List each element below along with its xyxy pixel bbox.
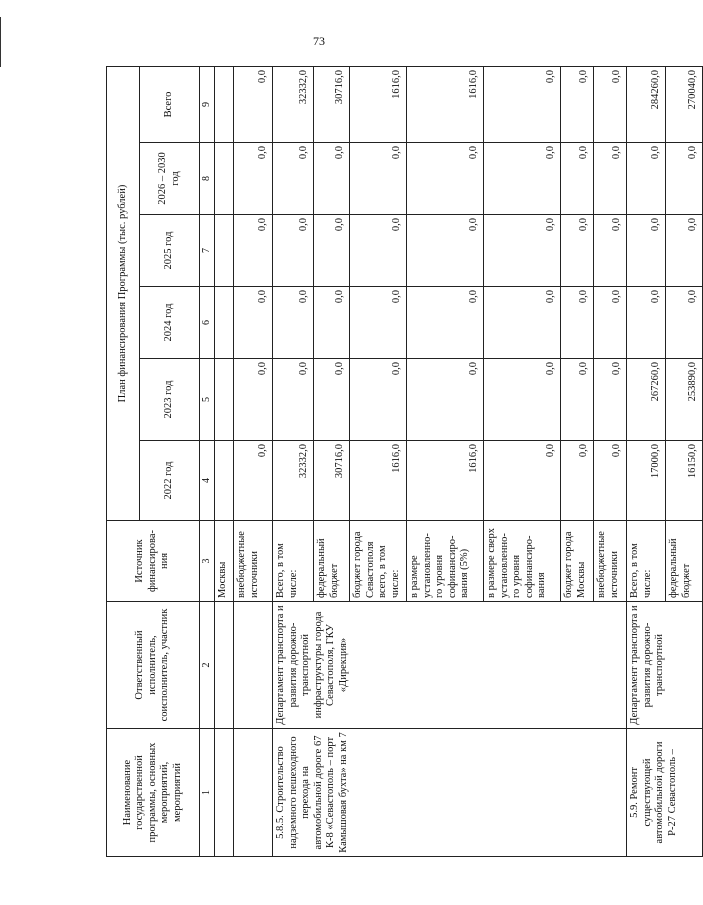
funding-source-cell: Всего, в том числе: [273, 521, 314, 602]
measure-name-cell [215, 729, 234, 857]
total-value-cell: 0,0 [484, 66, 561, 142]
year-value-cell: 0,0 [594, 287, 627, 359]
year-value-cell: 0,0 [234, 215, 273, 287]
table-row [627, 66, 666, 856]
year-value-cell: 0,0 [273, 287, 314, 359]
total-value-cell: 1616,0 [350, 66, 407, 142]
year-value-cell: 0,0 [561, 441, 594, 521]
year-value-cell: 0,0 [484, 215, 561, 287]
funding-source-cell: в размере сверх установленно-го уровня софинансиро-вания [484, 521, 561, 602]
year-value-cell: 0,0 [314, 143, 350, 215]
total-value-cell: 0,0 [561, 66, 594, 142]
year-value-cell: 0,0 [234, 359, 273, 441]
funding-source-cell: федеральный бюджет [666, 521, 703, 602]
year-value-cell [215, 143, 234, 215]
year-value-cell: 16150,0 [666, 441, 703, 521]
year-value-cell: 0,0 [350, 143, 407, 215]
year-value-cell: 0,0 [407, 359, 484, 441]
year-value-cell: 0,0 [407, 143, 484, 215]
executor-cell [234, 602, 273, 729]
year-value-cell [215, 215, 234, 287]
funding-source-cell: внебюджетные источники [594, 521, 627, 602]
total-value-cell: 32332,0 [273, 66, 314, 142]
total-value-cell: 0,0 [234, 66, 273, 142]
year-value-cell: 0,0 [407, 215, 484, 287]
year-value-cell: 1616,0 [350, 441, 407, 521]
col-number: 6 [200, 287, 215, 359]
year-value-cell: 0,0 [594, 359, 627, 441]
year-value-cell: 1616,0 [407, 441, 484, 521]
year-value-cell: 253890,0 [666, 359, 703, 441]
table-row [234, 66, 273, 856]
header-year: 2026 – 2030 год [140, 143, 200, 215]
year-value-cell: 0,0 [627, 287, 666, 359]
year-value-cell: 0,0 [666, 143, 703, 215]
year-value-cell: 0,0 [666, 287, 703, 359]
funding-source-cell: Москвы [215, 521, 234, 602]
year-value-cell: 17000,0 [627, 441, 666, 521]
col-number: 2 [200, 602, 215, 729]
executor-cell [215, 602, 234, 729]
year-value-cell [215, 441, 234, 521]
header-year: 2023 год [140, 359, 200, 441]
header-year: 2024 год [140, 287, 200, 359]
year-value-cell: 0,0 [407, 287, 484, 359]
year-value-cell: 0,0 [234, 287, 273, 359]
measure-name-cell [234, 729, 273, 857]
header-col1: Наименование государственной программы, основных мероприятий, мероприятий [107, 729, 200, 857]
margin-line [0, 17, 1, 67]
table-row [215, 66, 234, 856]
year-value-cell: 0,0 [314, 359, 350, 441]
funding-source-cell: в размере установленно-го уровня софинансиро-вания (5%) [407, 521, 484, 602]
year-value-cell: 0,0 [234, 143, 273, 215]
year-value-cell: 0,0 [594, 215, 627, 287]
measure-name-cell: 5.8.5. Строительство надземного пешеходного перехода на автомобильной дороге 67 К-8 «Севастополь – порт Камышовая бухта» на км 7 [273, 729, 627, 857]
year-value-cell: 0,0 [484, 359, 561, 441]
year-value-cell: 0,0 [484, 287, 561, 359]
year-value-cell: 0,0 [594, 143, 627, 215]
header-plan: План финансирования Программы (тыс. рублей) [107, 66, 140, 520]
header-row [107, 66, 140, 856]
year-value-cell: 32332,0 [273, 441, 314, 521]
executor-cell: Департамент транспорта и развития дорожно-транспортной инфраструктуры города Севастополя, ГКУ «Дирекция» [273, 602, 627, 729]
year-value-cell: 0,0 [561, 287, 594, 359]
col-number: 9 [200, 66, 215, 142]
year-value-cell: 0,0 [350, 287, 407, 359]
year-value-cell: 0,0 [484, 143, 561, 215]
year-value-cell: 0,0 [627, 143, 666, 215]
header-col3: Источник финансирова-ния [107, 521, 200, 602]
total-value-cell: 30716,0 [314, 66, 350, 142]
year-value-cell: 0,0 [561, 215, 594, 287]
year-value-cell: 0,0 [350, 359, 407, 441]
funding-source-cell: федеральный бюджет [314, 521, 350, 602]
rotated-table [106, 67, 699, 857]
page-number: 73 [313, 34, 325, 48]
year-value-cell [215, 287, 234, 359]
total-value-cell: 270040,0 [666, 66, 703, 142]
rotated-table-frame [106, 67, 699, 857]
financing-table [106, 66, 703, 857]
funding-source-cell: бюджет города Москвы [561, 521, 594, 602]
year-value-cell: 0,0 [627, 215, 666, 287]
year-value-cell: 0,0 [350, 215, 407, 287]
header-year: 2025 год [140, 215, 200, 287]
year-value-cell: 0,0 [561, 143, 594, 215]
col-number: 8 [200, 143, 215, 215]
col-number: 5 [200, 359, 215, 441]
funding-source-cell: внебюджетные источники [234, 521, 273, 602]
year-value-cell: 0,0 [666, 215, 703, 287]
header-year: 2022 год [140, 441, 200, 521]
total-value-cell: 1616,0 [407, 66, 484, 142]
total-value-cell: 0,0 [594, 66, 627, 142]
column-number-row [200, 66, 215, 856]
year-value-cell: 0,0 [594, 441, 627, 521]
year-value-cell: 0,0 [314, 215, 350, 287]
year-value-cell: 0,0 [273, 143, 314, 215]
year-value-cell: 0,0 [484, 441, 561, 521]
header-col2: Ответственный исполнитель, соисполнитель, участник [107, 602, 200, 729]
funding-source-cell: Всего, в том числе: [627, 521, 666, 602]
total-value-cell [215, 66, 234, 142]
year-value-cell [215, 359, 234, 441]
funding-source-cell: бюджет города Севастополя всего, в том числе: [350, 521, 407, 602]
year-value-cell: 0,0 [234, 441, 273, 521]
col-number: 4 [200, 441, 215, 521]
col-number: 3 [200, 521, 215, 602]
header-total: Всего [140, 66, 200, 142]
measure-name-cell: 5.9. Ремонт существующей автомобильной дороги Р-27 Севастополь – [627, 729, 703, 857]
year-value-cell: 0,0 [273, 215, 314, 287]
table-row [273, 66, 314, 856]
executor-cell: Департамент транспорта и развития дорожно-транспортной [627, 602, 703, 729]
year-value-cell: 267260,0 [627, 359, 666, 441]
col-number: 7 [200, 215, 215, 287]
year-value-cell: 0,0 [273, 359, 314, 441]
year-value-cell: 30716,0 [314, 441, 350, 521]
total-value-cell: 284260,0 [627, 66, 666, 142]
year-value-cell: 0,0 [314, 287, 350, 359]
year-value-cell: 0,0 [561, 359, 594, 441]
col-number: 1 [200, 729, 215, 857]
